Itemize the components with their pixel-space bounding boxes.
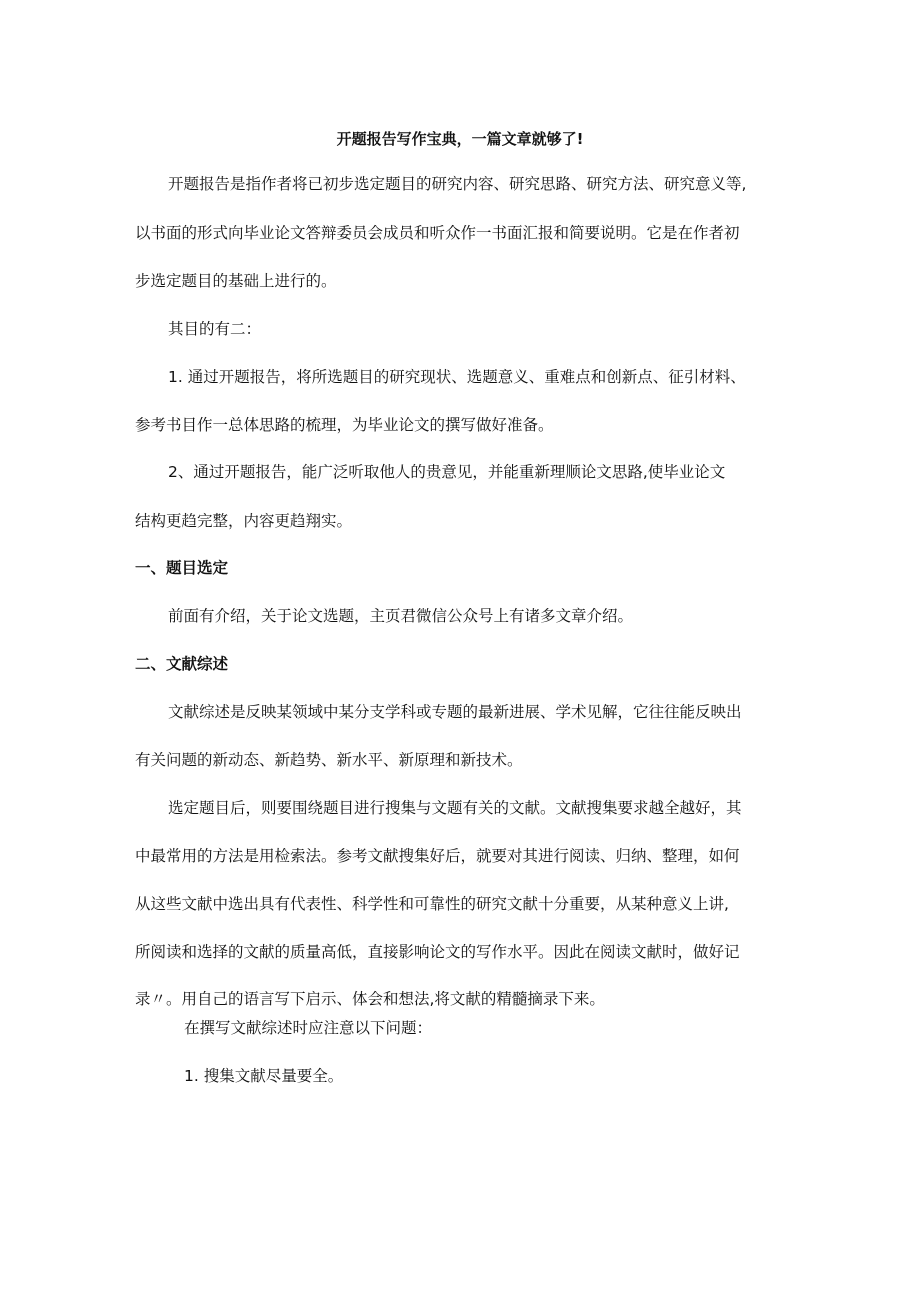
- purpose-intro: 其目的有二：: [168, 320, 262, 338]
- intro-line-1: 开题报告是指作者将已初步选定题目的研究内容、研究思路、研究方法、研究意义等,: [168, 175, 747, 193]
- purpose-2-line-1: 2、通过开题报告，能广泛听取他人的贵意见，并能重新理顺论文思路,使毕业论文: [168, 463, 726, 481]
- section-2-para-2-line-3: 从这些文献中选出具有代表性、科学性和可靠性的研究文献十分重要，从某种意义上讲,: [135, 895, 729, 913]
- section-2-para-2-line-4: 所阅读和选择的文献的质量高低，直接影响论文的写作水平。因此在阅读文献时，做好记: [135, 943, 740, 961]
- purpose-2-line-2: 结构更趋完整，内容更趋翔实。: [135, 512, 353, 530]
- intro-line-3: 步选定题目的基础上进行的。: [135, 272, 337, 290]
- purpose-1-line-1: 1. 通过开题报告，将所选题目的研究现状、选题意义、重难点和创新点、征引材料、: [168, 368, 746, 386]
- document-title: 开题报告写作宝典，一篇文章就够了!: [336, 130, 584, 148]
- section-2-para-2-line-5: 录〃。用自己的语言写下启示、体会和想法,将文献的精髓摘录下来。: [135, 990, 605, 1008]
- section-2-para-2-line-2: 中最常用的方法是用检索法。参考文献搜集好后，就要对其进行阅读、归纳、整理，如何: [135, 847, 740, 865]
- section-2-heading: 二、文献综述: [135, 655, 229, 673]
- section-1-heading: 一、题目选定: [135, 559, 229, 577]
- purpose-1-line-2: 参考书目作一总体思路的梳理，为毕业论文的撰写做好准备。: [135, 416, 554, 434]
- section-1-body: 前面有介绍，关于论文选题，主页君微信公众号上有诸多文章介绍。: [168, 607, 634, 625]
- section-2-note-intro: 在撰写文献综述时应注意以下问题：: [184, 1019, 433, 1037]
- section-2-para-1-line-2: 有关问题的新动态、新趋势、新水平、新原理和新技术。: [135, 751, 523, 769]
- section-2-para-1-line-1: 文献综述是反映某领域中某分支学科或专题的最新进展、学术见解，它往往能反映出: [168, 703, 742, 721]
- section-2-para-2-line-1: 选定题目后，则要围绕题目进行搜集与文题有关的文献。文献搜集要求越全越好，其: [168, 799, 742, 817]
- section-2-note-1: 1. 搜集文献尽量要全。: [184, 1067, 344, 1085]
- intro-line-2: 以书面的形式向毕业论文答辩委员会成员和听众作一书面汇报和简要说明。它是在作者初: [135, 224, 740, 242]
